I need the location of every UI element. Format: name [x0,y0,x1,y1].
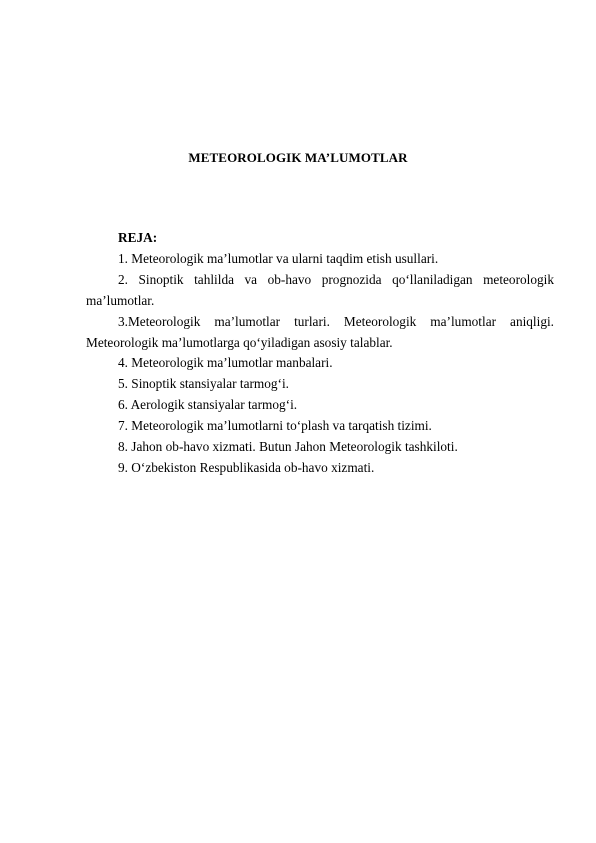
plan-item-3: 3.Meteorologik ma’lumotlar turlari. Meteorologik ma’lumotlar aniqligi. Meteorologik ma’lumotlarga qo‘yiladigan asosiy talablar. [86,313,554,350]
plan-heading: REJA: [118,230,158,245]
plan-item-1: 1. Meteorologik ma’lumotlar va ularni taqdim etish usullari. [118,250,439,266]
plan-item-2: 2. Sinoptik tahlilda va ob-havo prognozida qo‘llaniladigan meteorologik ma’lumotlar. [86,271,554,308]
plan-item-8: 8. Jahon ob-havo xizmati. Butun Jahon Meteorologik tashkiloti. [118,439,458,455]
plan-item-6: 6. Aerologik stansiyalar tarmog‘i. [118,397,298,413]
plan-item-5: 5. Sinoptik stansiyalar tarmog‘i. [118,376,289,392]
document-title: METEOROLOGIK MA’LUMOTLAR [188,150,408,165]
plan-item-4: 4. Meteorologik ma’lumotlar manbalari. [118,355,333,371]
plan-item-9: 9. O‘zbekiston Respublikasida ob-havo xizmati. [118,459,375,475]
plan-item-7: 7. Meteorologik ma’lumotlarni to‘plash va tarqatish tizimi. [118,418,432,434]
plan-section [86,228,554,479]
